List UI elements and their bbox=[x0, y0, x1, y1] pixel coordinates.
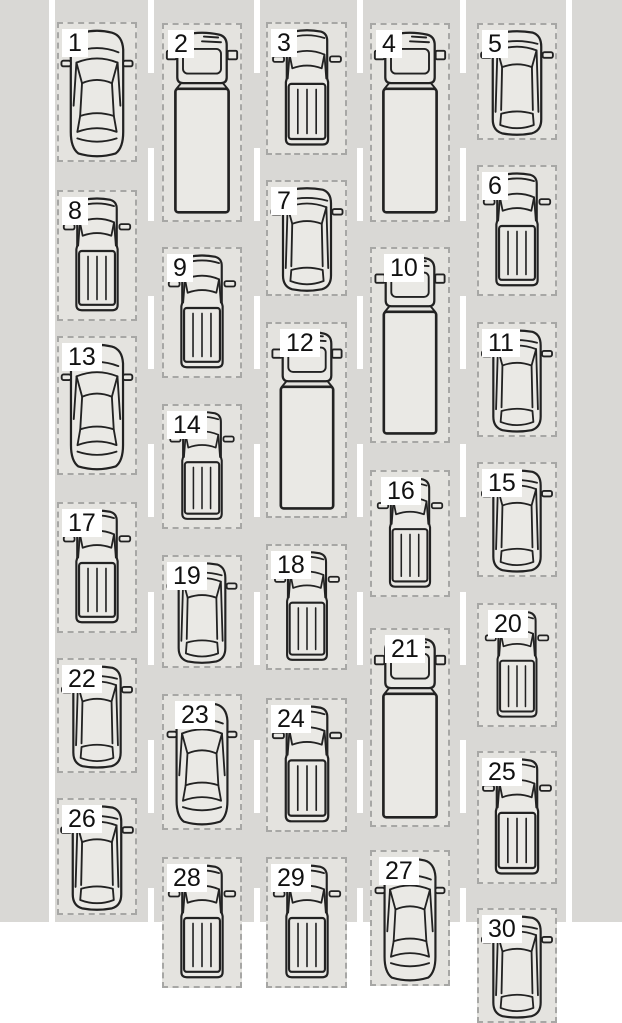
parking-space-1[interactable] bbox=[57, 22, 137, 162]
space-number-label: 24 bbox=[271, 705, 311, 733]
space-number-label: 27 bbox=[379, 857, 419, 885]
parking-space-7[interactable] bbox=[266, 180, 347, 296]
parking-space-26[interactable] bbox=[57, 798, 137, 915]
space-number-label: 28 bbox=[167, 864, 207, 892]
space-number-label: 20 bbox=[488, 610, 528, 638]
parking-space-14[interactable] bbox=[162, 404, 242, 529]
parking-space-21[interactable] bbox=[370, 628, 450, 827]
parking-space-15[interactable] bbox=[477, 462, 557, 577]
space-number-label: 4 bbox=[376, 30, 402, 58]
parking-space-6[interactable] bbox=[477, 165, 557, 296]
parking-space-12[interactable] bbox=[266, 322, 347, 518]
space-number-label: 11 bbox=[482, 329, 520, 357]
parking-space-10[interactable] bbox=[370, 247, 450, 443]
space-number-label: 14 bbox=[167, 411, 207, 439]
lane-dashed-line bbox=[460, 0, 466, 922]
space-number-label: 6 bbox=[482, 172, 508, 200]
lane-dashed-line bbox=[254, 0, 260, 922]
space-number-label: 19 bbox=[167, 562, 207, 590]
space-number-label: 8 bbox=[62, 197, 88, 225]
parking-space-25[interactable] bbox=[477, 751, 557, 884]
parking-space-2[interactable] bbox=[162, 23, 242, 222]
space-number-label: 13 bbox=[62, 343, 102, 371]
parking-space-18[interactable] bbox=[266, 544, 347, 670]
space-number-label: 3 bbox=[271, 29, 297, 57]
parking-space-23[interactable] bbox=[162, 694, 242, 830]
lane-boundary-line bbox=[49, 0, 55, 922]
parking-space-20[interactable] bbox=[477, 603, 557, 727]
space-number-label: 5 bbox=[482, 30, 508, 58]
parking-space-22[interactable] bbox=[57, 658, 137, 773]
lane-dashed-line bbox=[148, 0, 154, 922]
space-number-label: 2 bbox=[168, 30, 194, 58]
space-number-label: 26 bbox=[62, 805, 102, 833]
space-number-label: 12 bbox=[280, 329, 320, 357]
space-number-label: 22 bbox=[62, 665, 102, 693]
parking-space-11[interactable] bbox=[477, 322, 557, 437]
parking-space-13[interactable] bbox=[57, 336, 137, 475]
parking-space-16[interactable] bbox=[370, 470, 450, 597]
space-number-label: 15 bbox=[482, 469, 522, 497]
space-number-label: 9 bbox=[167, 254, 193, 282]
lane-boundary-line bbox=[566, 0, 572, 922]
parking-space-19[interactable] bbox=[162, 555, 242, 668]
space-number-label: 25 bbox=[482, 758, 522, 786]
space-number-label: 23 bbox=[175, 701, 215, 729]
parking-space-28[interactable] bbox=[162, 857, 242, 988]
space-number-label: 17 bbox=[62, 509, 102, 537]
parking-space-17[interactable] bbox=[57, 502, 137, 633]
space-number-label: 18 bbox=[271, 551, 311, 579]
parking-space-8[interactable] bbox=[57, 190, 137, 321]
space-number-label: 7 bbox=[271, 187, 297, 215]
lane-dashed-line bbox=[357, 0, 363, 922]
space-number-label: 30 bbox=[482, 915, 522, 943]
parking-space-3[interactable] bbox=[266, 22, 347, 155]
space-number-label: 21 bbox=[385, 635, 425, 663]
space-number-label: 10 bbox=[384, 254, 424, 282]
parking-space-29[interactable] bbox=[266, 857, 347, 988]
space-number-label: 29 bbox=[271, 864, 311, 892]
parking-space-24[interactable] bbox=[266, 698, 347, 832]
parking-space-4[interactable] bbox=[370, 23, 450, 222]
parking-space-5[interactable] bbox=[477, 23, 557, 140]
parking-space-9[interactable] bbox=[162, 247, 242, 378]
parking-space-30[interactable] bbox=[477, 908, 557, 1023]
space-number-label: 16 bbox=[381, 477, 421, 505]
parking-space-27[interactable] bbox=[370, 850, 450, 986]
space-number-label: 1 bbox=[62, 29, 88, 57]
